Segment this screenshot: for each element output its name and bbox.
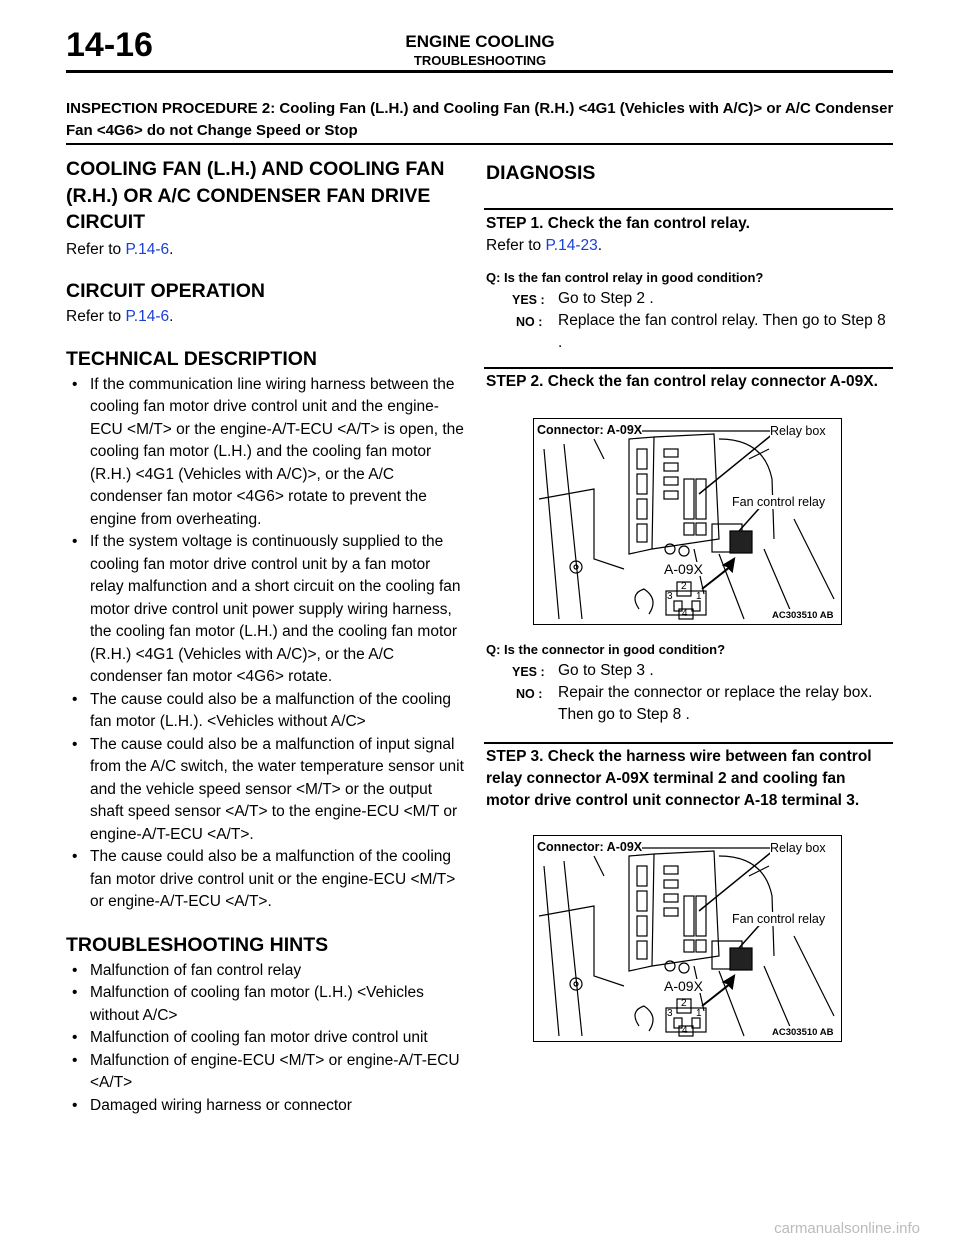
step1-yes: YES : Go to Step 2 . [512, 290, 654, 307]
diagnosis-heading: DIAGNOSIS [486, 162, 596, 184]
relay-box-figure [533, 418, 842, 625]
relay-box-label: Relay box [770, 424, 826, 438]
page-number: 14-16 [66, 26, 153, 64]
step3-rule [484, 742, 893, 744]
connector-label: Connector: A-09X [537, 423, 643, 437]
pin-label: 2 [681, 581, 687, 592]
step1-refer-link[interactable]: P.14-23 [545, 237, 598, 254]
list-item: • If the communication line wiring harness between the cooling fan motor drive control unit and the engine-ECU <M/T> or the engine-A/T-ECU <A/T> is open, the cooling fan motor (L.H.) and the cooling fan motor (R.H.) <4G1 (Vehicles with A/C)>, or the A/C condenser fan motor <4G6> rotate to prevent the engine from overheating. [66, 374, 468, 532]
circuit-refer-link[interactable]: P.14-6 [125, 240, 170, 258]
technical-list [66, 374, 468, 914]
hints-list [66, 960, 468, 1118]
operation-refer: Refer to P.14-6. [66, 307, 174, 325]
step2-title: STEP 2. Check the fan control relay connector A-09X. [486, 373, 878, 390]
relay-box-drawing [534, 419, 841, 624]
pin-label: 2 [681, 998, 687, 1009]
figure-code: AC303510 AB [772, 1027, 834, 1038]
list-item: • If the system voltage is continuously supplied to the cooling fan motor drive control unit by a fan motor relay malfunction and a short circuit on the cooling fan motor drive control unit power supply wiring harness, the cooling fan motor (L.H.) and the cooling fan motor (R.H.) <4G1 (Vehicles with A/C)>, or the A/C condenser fan motor <4G6> rotate. [66, 531, 468, 689]
relay-box-label: Relay box [770, 841, 826, 855]
pin-label: 3 [667, 1008, 673, 1019]
list-item: • Malfunction of engine-ECU <M/T> or engine-A/T-ECU <A/T> [66, 1050, 468, 1095]
connector-id-label: A-09X [664, 561, 703, 577]
step2-no: NO : Repair the connector or replace the relay box. Then go to Step 8 . [516, 684, 873, 723]
fan-control-relay-label: Fan control relay [732, 912, 826, 926]
figure-code: AC303510 AB [772, 610, 834, 621]
connector-label: Connector: A-09X [537, 840, 643, 854]
pin-label: 4 [682, 608, 688, 619]
step1-title: STEP 1. Check the fan control relay. [486, 215, 750, 232]
inspection-rule [66, 143, 893, 145]
left-column [66, 156, 468, 1117]
connector-id-label: A-09X [664, 978, 703, 994]
step2-yes: YES : Go to Step 3 . [512, 662, 654, 679]
inspection-title: INSPECTION PROCEDURE 2: Cooling Fan (L.H.) and Cooling Fan (R.H.) <4G1 (Vehicles with A/C)> or A/C Condenser Fan <4G6> do not Change Speed or Stop [66, 100, 894, 139]
operation-refer-link[interactable]: P.14-6 [125, 307, 170, 325]
relay-box-figure-2 [533, 835, 842, 1042]
step1-rule [484, 208, 893, 210]
hints-heading: TROUBLESHOOTING HINTS [66, 933, 329, 956]
step3-title: STEP 3. Check the harness wire between fan control relay connector A-09X terminal 2 and cooling fan motor drive control unit connector A-18 terminal 3. [486, 748, 872, 809]
step1-refer: Refer to P.14-23. [486, 237, 603, 254]
step1-question: Q: Is the fan control relay in good condition? [486, 270, 764, 285]
technical-heading: TECHNICAL DESCRIPTION [66, 347, 317, 370]
pin-label: 1 [696, 591, 702, 602]
step1 [486, 213, 893, 354]
pin-label: 1 [696, 1008, 702, 1019]
operation-heading: CIRCUIT OPERATION [66, 279, 265, 302]
list-item: • Malfunction of cooling fan motor (L.H.) <Vehicles without A/C> [66, 982, 468, 1027]
section-title: ENGINE COOLING [405, 32, 555, 51]
list-item: • Malfunction of cooling fan motor drive control unit [66, 1027, 468, 1050]
pin-label: 3 [667, 591, 673, 602]
list-item: • The cause could also be a malfunction of the cooling fan motor drive control unit or the engine-ECU <M/T> or engine-A/T-ECU <A/T>. [66, 846, 468, 914]
circuit-refer: Refer to P.14-6. [66, 240, 174, 258]
circuit-heading: COOLING FAN (L.H.) AND COOLING FAN (R.H.) OR A/C CONDENSER FAN DRIVE CIRCUIT [66, 158, 445, 233]
step2 [486, 640, 893, 726]
fan-control-relay-label: Fan control relay [732, 495, 826, 509]
section-subtitle: TROUBLESHOOTING [413, 53, 547, 68]
list-item: • The cause could also be a malfunction of input signal from the A/C switch, the water temperature sensor unit and the vehicle speed sensor <M/T> or the output shaft speed sensor <A/T> to the engine-ECU <M/T or engine-A/T-ECU <A/T>. [66, 734, 468, 847]
header-rule [66, 70, 893, 73]
step2-rule [484, 367, 893, 369]
relay-box-drawing [534, 836, 841, 1041]
step2-question: Q: Is the connector in good condition? [486, 642, 726, 657]
footer-watermark: carmanualsonline.info [774, 1220, 920, 1237]
list-item: • The cause could also be a malfunction of the cooling fan motor (L.H.). <Vehicles without A/C> [66, 689, 468, 734]
list-item: • Damaged wiring harness or connector [66, 1095, 468, 1118]
step1-no: NO : Replace the fan control relay. Then go to Step 8 . [516, 312, 886, 351]
pin-label: 4 [682, 1025, 688, 1036]
list-item: • Malfunction of fan control relay [66, 960, 468, 983]
